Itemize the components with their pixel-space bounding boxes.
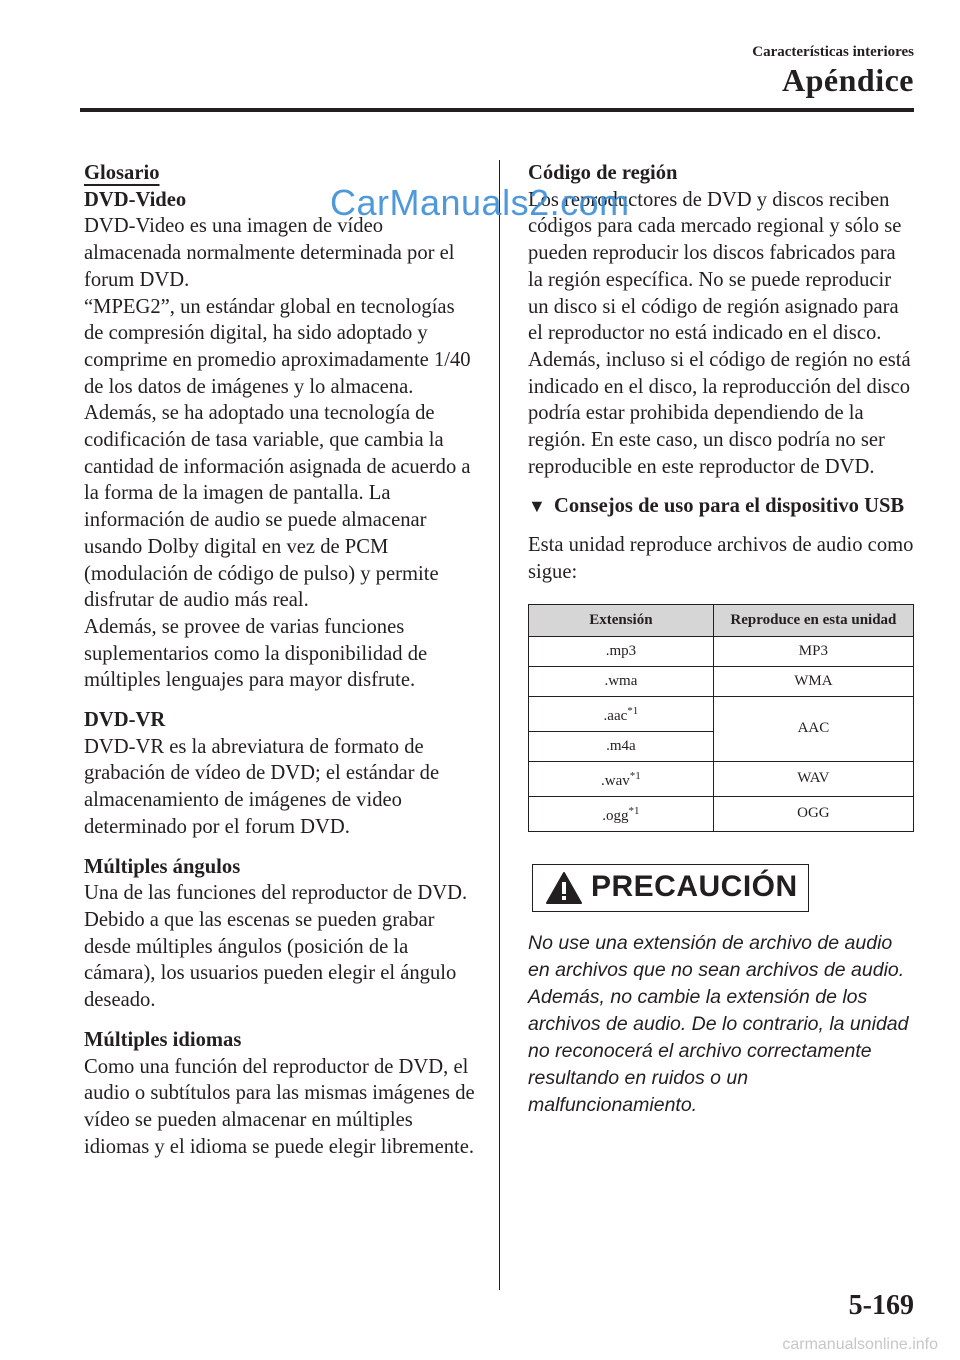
term-multiple-languages: Múltiples idiomas <box>84 1028 242 1051</box>
table-row <box>529 796 914 831</box>
table-row <box>529 666 914 696</box>
angles-paragraph: Una de las funciones del reproductor de DVD. Debido a que las escenas se pueden grabar desde múltiples ángulos (posición de la cámara), los usuarios pueden elegir el ángulo deseado. <box>84 882 468 1012</box>
section-title: Características interiores <box>752 44 914 60</box>
term-multiple-angles: Múltiples ángulos <box>84 855 241 878</box>
table-header-extension: Extensión <box>529 604 714 636</box>
usb-subsection-title: Consejos de uso para el dispositivo USB <box>554 495 905 518</box>
table-cell-format: AAC <box>713 696 913 761</box>
table-cell-extension: .wma <box>529 666 714 696</box>
table-row <box>529 636 914 666</box>
column-divider <box>499 160 500 1290</box>
table-row <box>529 696 914 731</box>
dvd-video-paragraph-1: DVD-Video es una imagen de vídeo almacenada normalmente determinada por el forum DVD. <box>84 215 455 291</box>
table-header-plays: Reproduce en esta unidad <box>713 604 913 636</box>
dvd-vr-paragraph: DVD-VR es la abreviatura de formato de grabación de vídeo de DVD; el estándar de almacenamiento de imágenes de video determinado por el forum DVD. <box>84 735 440 838</box>
table-row <box>529 761 914 796</box>
warning-icon <box>545 871 583 905</box>
dvd-video-paragraph-2: “MPEG2”, un estándar global en tecnologías de compresión digital, ha sido adoptado y comprime en promedio aproximadamente 1/40 de los datos de imágenes y lo almacena. Además, se ha adoptado una tecnología de codificación de tasa variable, que cambia la cantidad de información asignada de acuerdo a la forma de la imagen de pantalla. La información de audio se puede almacenar usando Dolby digital en vez de PCM (modulación de código de pulso) y permite disfrutar de audio más real. <box>84 295 471 612</box>
watermark-logo: CarManuals2.com <box>330 182 630 223</box>
table-cell-extension: .mp3 <box>529 636 714 666</box>
usb-paragraph: Esta unidad reproduce archivos de audio como sigue: <box>528 534 914 583</box>
languages-paragraph: Como una función del reproductor de DVD, el audio o subtítulos para las mismas imágenes de vídeo se pueden almacenar en múltiples idiomas y el idioma se puede elegir libremente. <box>84 1055 475 1158</box>
right-column <box>528 160 914 1119</box>
table-cell-extension: .wav$^{*1}$ <box>529 761 714 796</box>
table-cell-format: MP3 <box>713 636 913 666</box>
term-region-code: Código de región <box>528 162 678 184</box>
table-cell-format: WMA <box>713 666 913 696</box>
term-dvd-video: DVD-Video <box>84 188 187 211</box>
dvd-video-paragraph-3: Además, se provee de varias funciones suplementarios como la disponibilidad de múltiples lenguajes para mayor disfrute. <box>84 615 428 692</box>
table-cell-extension: .aac$^{*1}$ <box>529 696 714 731</box>
chapter-title: Apéndice <box>782 62 914 98</box>
footer-watermark: carmanualsonline.info <box>782 1336 938 1353</box>
table-cell-extension: .m4a <box>529 731 714 761</box>
glossary-heading: Glosario <box>84 162 160 184</box>
caution-label: PRECAUCIÓN <box>591 870 798 904</box>
usb-subsection-heading <box>528 493 914 520</box>
caution-text: No use una extensión de archivo de audio en archivos que no sean archivos de audio. Además, no cambie la extensión de los archivos de audio. De lo contrario, la unidad no reconocerá el archivo correctamente resultando en ruidos o un malfuncionamiento. <box>528 931 909 1116</box>
table-cell-format: WAV <box>713 761 913 796</box>
caution-box <box>532 864 809 912</box>
header-rule <box>80 108 914 112</box>
triangle-marker-icon: ▼ <box>528 496 546 517</box>
table-cell-extension: .ogg$^{*1}$ <box>529 796 714 831</box>
term-dvd-vr: DVD-VR <box>84 709 166 732</box>
table-cell-format: OGG <box>713 796 913 831</box>
page-number: 5-169 <box>848 1290 914 1321</box>
audio-format-table <box>528 604 914 832</box>
left-column <box>84 160 476 1160</box>
region-paragraph: Los reproductores de DVD y discos reciben códigos para cada mercado regional y sólo se pueden reproducir los discos fabricados para la región específica. No se puede reproducir un disco si el código de región asignado para el reproductor no está indicado en el disco. Además, incluso si el código de región no está indicado en el disco, la reproducción del disco podría estar prohibida dependiendo de la región. En este caso, un disco podría no ser reproducible en este reproductor de DVD. <box>528 188 911 478</box>
